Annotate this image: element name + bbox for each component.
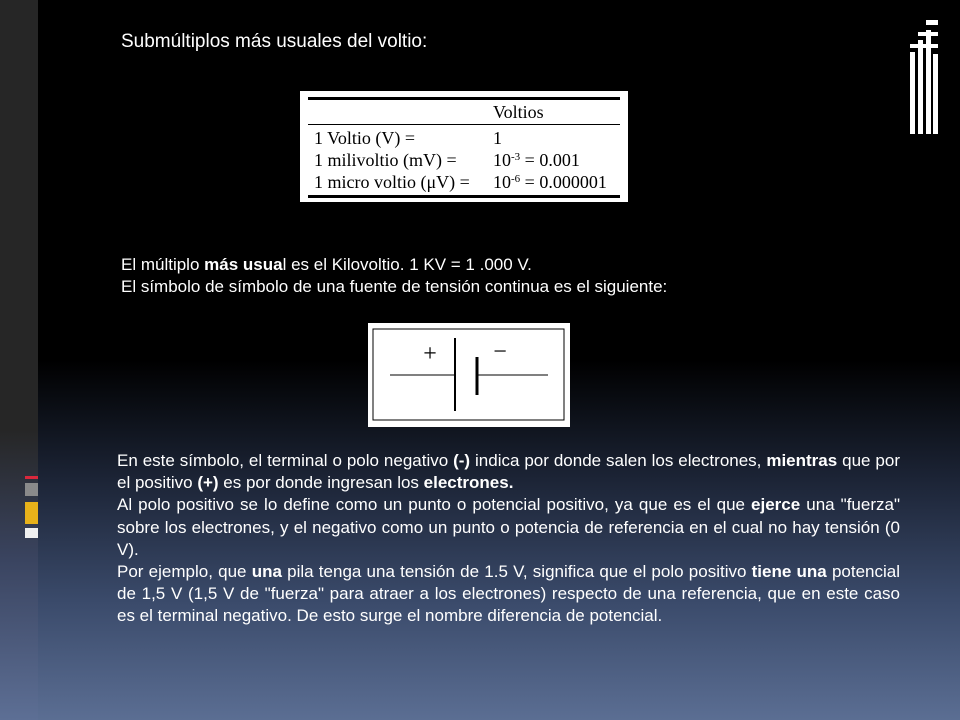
positive-sign: + <box>423 341 437 367</box>
multiple-line: El múltiplo más usual es el Kilovoltio. 1 KV = 1 .000 V. <box>121 255 532 274</box>
window-panes-icon <box>910 20 938 134</box>
text-run: Por ejemplo, que <box>117 562 252 582</box>
paragraph-1 <box>117 450 900 494</box>
text-run: (+) <box>197 473 219 493</box>
table-row-unit: 1 Voltio (V) = <box>314 128 415 148</box>
accent-bars <box>0 0 38 720</box>
accent-bar-gray <box>25 483 38 496</box>
table-header-rule <box>308 124 620 125</box>
text-run: (-) <box>453 451 471 470</box>
text-run: electrones. <box>423 473 514 493</box>
paragraph-2 <box>117 494 900 561</box>
battery-symbol-figure <box>368 323 570 427</box>
text-run: es por donde ingresan los <box>218 473 424 493</box>
page-heading: Submúltiplos más usuales del voltio: <box>121 31 428 52</box>
text-run: potencial de 1,5 V (1,5 V de "fuerza" para atraer a los electrones) respecto de una referencia, que en este caso es el terminal negativo. De esto surge el nombre diferencia de potencial. <box>117 562 900 626</box>
table-row-value: $10^{-6} = 0.000001$ <box>493 172 607 192</box>
table-row-value: $10^{-3} = 0.001$ <box>493 150 580 170</box>
paragraph-3 <box>117 561 900 628</box>
symbol-intro-line: El símbolo de símbolo de una fuente de tensión continua es el siguiente: <box>121 277 668 296</box>
table-top-rule <box>308 97 620 100</box>
text-run: una "fuerza" sobre los electrones, y el negativo como un punto o potencia de referencia en el cual no hay tensión (0 V). <box>117 495 900 559</box>
text-run: ejerce <box>751 495 801 515</box>
accent-bar-red <box>25 476 38 479</box>
text-run: mientras <box>766 451 838 470</box>
table-row-unit: 1 micro voltio (μV) = <box>314 172 470 192</box>
accent-bar-white <box>25 528 38 538</box>
table-row-value: 1 <box>493 128 502 148</box>
table-row-unit: 1 milivoltio (mV) = <box>314 150 457 170</box>
text-run: tiene una <box>751 562 827 582</box>
explanation-text <box>117 450 900 628</box>
text-run: En este símbolo, el terminal o polo negativo <box>117 451 454 470</box>
table-bottom-rule <box>308 195 620 198</box>
text-run: indica por donde salen los electrones, <box>470 451 767 470</box>
text-run: Al polo positivo se lo define como un punto o potencial positivo, ya que es el que <box>117 495 752 515</box>
table-column-header: Voltios <box>493 102 544 122</box>
text-run: que por el positivo <box>117 451 900 493</box>
accent-bar-yellow <box>25 502 38 524</box>
text-run: pila tenga una tensión de 1.5 V, significa que el polo positivo <box>281 562 752 582</box>
voltage-submultiples-table <box>300 91 628 202</box>
text-run: una <box>251 562 282 582</box>
negative-sign: − <box>493 339 507 365</box>
